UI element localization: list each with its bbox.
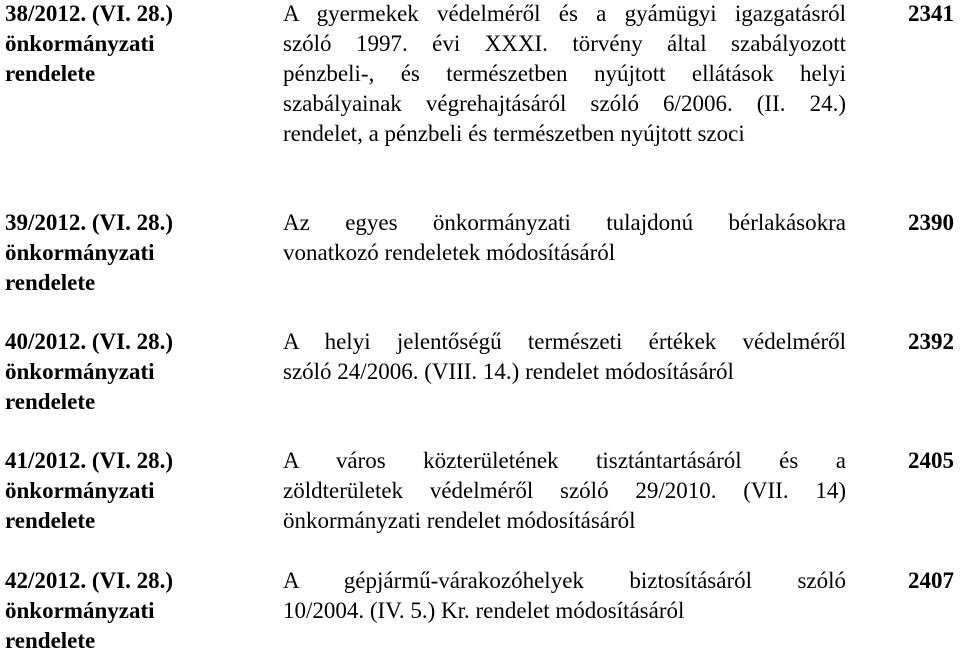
decree-reference <box>5 446 265 536</box>
title-line: szabályainak végrehajtásáról szóló 6/2006. (II. 24.) <box>283 91 846 116</box>
title-line: szóló 1997. évi XXXI. törvény által szabályozott <box>283 31 846 56</box>
decree-reference <box>5 327 265 417</box>
decree-title <box>283 566 846 626</box>
title-line: A helyi jelentőségű természeti értékek védelméről <box>283 329 846 354</box>
decree-type: rendelete <box>5 270 96 295</box>
decree-issuer: önkormányzati <box>5 478 155 503</box>
decree-number: 38/2012. (VI. 28.) <box>5 1 174 26</box>
decree-reference <box>5 566 265 656</box>
title-line: A gyermekek védelméről és a gyámügyi igazgatásról <box>283 1 846 26</box>
page-number: 2390 <box>908 210 954 235</box>
decree-number: 39/2012. (VI. 28.) <box>5 210 174 235</box>
title-line: pénzbeli-, és természetben nyújtott ellátások helyi <box>283 61 846 86</box>
title-line: A város közterületének tisztántartásáról és a <box>283 448 846 473</box>
title-line: szóló 24/2006. (VIII. 14.) rendelet módosításáról <box>283 359 734 384</box>
page-number: 2341 <box>908 1 954 26</box>
decree-number: 41/2012. (VI. 28.) <box>5 448 174 473</box>
decree-title <box>283 0 846 149</box>
decree-title <box>283 208 846 268</box>
decree-issuer: önkormányzati <box>5 598 155 623</box>
title-line: Az egyes önkormányzati tulajdonú bérlakásokra <box>283 210 846 235</box>
decree-type: rendelete <box>5 508 96 533</box>
title-line: önkormányzati rendelet módosításáról <box>283 508 636 533</box>
page-number: 2405 <box>908 448 954 473</box>
decree-title <box>283 327 846 387</box>
page-number: 2392 <box>908 329 954 354</box>
decree-number: 42/2012. (VI. 28.) <box>5 568 174 593</box>
decree-reference <box>5 0 265 89</box>
title-line: 10/2004. (IV. 5.) Kr. rendelet módosításáról <box>283 598 685 623</box>
title-line: vonatkozó rendeletek módosításáról <box>283 240 616 265</box>
title-line: zöldterületek védelméről szóló 29/2010. (VII. 14) <box>283 478 846 503</box>
decree-issuer: önkormányzati <box>5 240 155 265</box>
decree-number: 40/2012. (VI. 28.) <box>5 329 174 354</box>
decree-issuer: önkormányzati <box>5 31 155 56</box>
title-line: rendelet, a pénzbeli és természetben nyújtott szoci <box>283 121 745 146</box>
decree-reference <box>5 208 265 298</box>
decree-type: rendelete <box>5 61 96 86</box>
decree-issuer: önkormányzati <box>5 359 155 384</box>
decree-type: rendelete <box>5 389 96 414</box>
title-line: A gépjármű-várakozóhelyek biztosításáról szóló <box>283 568 846 593</box>
page-number: 2407 <box>908 568 954 593</box>
decree-title <box>283 446 846 536</box>
decree-type: rendelete <box>5 628 96 653</box>
